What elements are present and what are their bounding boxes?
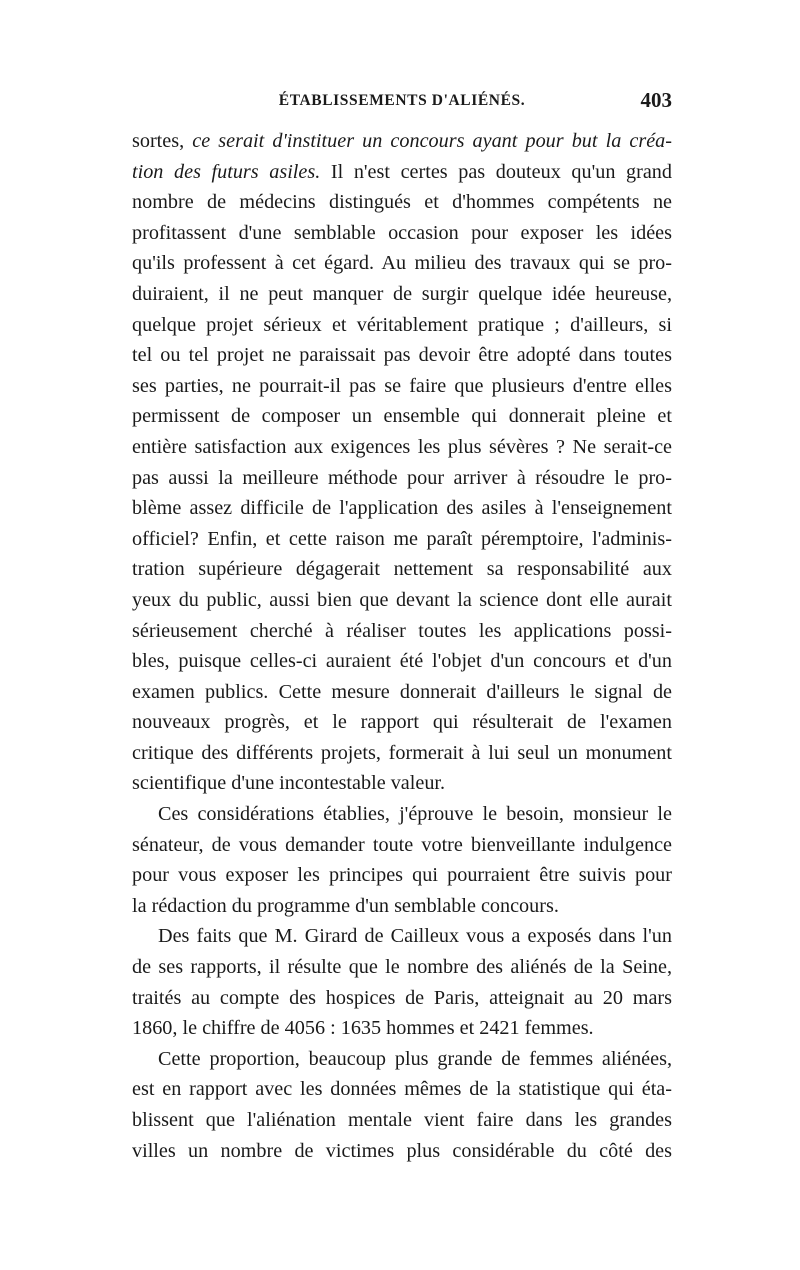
text-line — [132, 983, 672, 1014]
text-line — [132, 340, 672, 371]
text-line — [132, 646, 672, 677]
line-text: Il n'est certes pas douteux qu'un grand — [320, 160, 672, 183]
text-line — [132, 1105, 672, 1136]
text-line — [132, 616, 672, 647]
text-line — [132, 891, 672, 922]
text-line — [132, 738, 672, 769]
line-text: Cette proportion, beaucoup plus grande de femmes aliénées, — [158, 1047, 672, 1070]
line-text: permissent de composer un ensemble qui donnerait pleine et — [132, 405, 672, 428]
line-text: qu'ils professent à cet égard. Au milieu des travaux qui se pro- — [132, 252, 672, 275]
text-line — [132, 248, 672, 279]
line-text: nouveaux progrès, et le rapport qui résulterait de l'examen — [132, 711, 672, 734]
text-line — [132, 1013, 672, 1044]
text-line — [132, 310, 672, 341]
text-line — [132, 371, 672, 402]
line-text: Des faits que M. Girard de Cailleux vous a exposés dans l'un — [158, 925, 672, 948]
text-line — [132, 218, 672, 249]
text-line — [132, 677, 672, 708]
text-line — [132, 768, 672, 799]
text-line — [132, 554, 672, 585]
text-line — [132, 463, 672, 494]
line-text: tration supérieure dégagerait nettement sa responsabilité aux — [132, 558, 672, 581]
body-text — [132, 126, 672, 1166]
text-line — [132, 1074, 672, 1105]
line-text: sortes, — [132, 130, 193, 152]
text-line — [132, 860, 672, 891]
line-text: la rédaction du programme d'un semblable concours. — [132, 894, 559, 917]
line-text: pour vous exposer les principes qui pourraient être suivis pour — [132, 864, 672, 887]
text-line — [132, 1136, 672, 1167]
line-text: quelque projet sérieux et véritablement pratique ; d'ailleurs, si — [132, 313, 672, 336]
paragraph — [132, 921, 672, 1043]
line-text: nombre de médecins distingués et d'hommes compétents ne — [132, 191, 672, 214]
paragraph — [132, 1044, 672, 1166]
line-text: ses parties, ne pourrait-il pas se faire que plusieurs d'entre elles — [132, 374, 672, 397]
line-text: officiel? Enfin, et cette raison me paraît péremptoire, l'adminis- — [132, 527, 672, 550]
line-text: examen publics. Cette mesure donnerait d'ailleurs le signal de — [132, 680, 672, 703]
text-line — [132, 279, 672, 310]
line-text: blème assez difficile de l'application des asiles à l'enseignement — [132, 497, 672, 520]
line-text: sérieusement cherché à réaliser toutes les applications possi- — [132, 619, 672, 642]
text-line — [132, 432, 672, 463]
line-text: entière satisfaction aux exigences les plus sévères ? Ne serait-ce — [132, 435, 672, 458]
line-text: bles, puisque celles-ci auraient été l'objet d'un concours et d'un — [132, 650, 672, 673]
line-text: villes un nombre de victimes plus considérable du côté des — [132, 1139, 672, 1162]
line-text: critique des différents projets, formerait à lui seul un monument — [132, 741, 672, 764]
italic-text: ce serait d'instituer un concours ayant pour but la créa- — [192, 130, 672, 152]
line-text: Ces considérations établies, j'éprouve le besoin, monsieur le — [158, 803, 672, 826]
page-number: 403 — [640, 88, 672, 112]
text-line — [132, 524, 672, 555]
running-head — [132, 88, 672, 118]
text-line — [132, 187, 672, 218]
text-line — [132, 921, 672, 952]
line-text: pas aussi la meilleure méthode pour arriver à résoudre le pro- — [132, 466, 672, 489]
line-text: est en rapport avec les données mêmes de la statistique qui éta- — [132, 1078, 672, 1101]
italic-text: tion des futurs asiles. — [132, 160, 321, 183]
text-line — [132, 126, 672, 157]
text-line — [132, 401, 672, 432]
line-text: blissent que l'aliénation mentale vient faire dans les grandes — [132, 1109, 672, 1131]
text-line — [132, 830, 672, 861]
line-text: tel ou tel projet ne paraissait pas devoir être adopté dans toutes — [132, 344, 672, 367]
line-text: yeux du public, aussi bien que devant la science dont elle aurait — [132, 588, 672, 611]
line-text: traités au compte des hospices de Paris, atteignait au 20 mars — [132, 986, 672, 1009]
text-line — [132, 585, 672, 616]
line-text: profitassent d'une semblable occasion pour exposer les idées — [132, 221, 672, 244]
line-text: duiraient, il ne peut manquer de surgir quelque idée heureuse, — [132, 282, 672, 305]
line-text: de ses rapports, il résulte que le nombre des aliénés de la Seine, — [132, 956, 672, 979]
paragraph — [132, 799, 672, 921]
line-text: sénateur, de vous demander toute votre bienveillante indulgence — [132, 833, 672, 856]
text-line — [132, 493, 672, 524]
text-line — [132, 707, 672, 738]
paragraph — [132, 126, 672, 799]
text-line — [132, 1044, 672, 1075]
text-line — [132, 952, 672, 983]
line-text: scientifique d'une incontestable valeur. — [132, 772, 446, 795]
text-line — [132, 157, 672, 188]
text-line — [132, 799, 672, 830]
running-title: ÉTABLISSEMENTS D'ALIÉNÉS. — [278, 92, 526, 109]
line-text: 1860, le chiffre de 4056 : 1635 hommes et 2421 femmes. — [132, 1017, 594, 1040]
